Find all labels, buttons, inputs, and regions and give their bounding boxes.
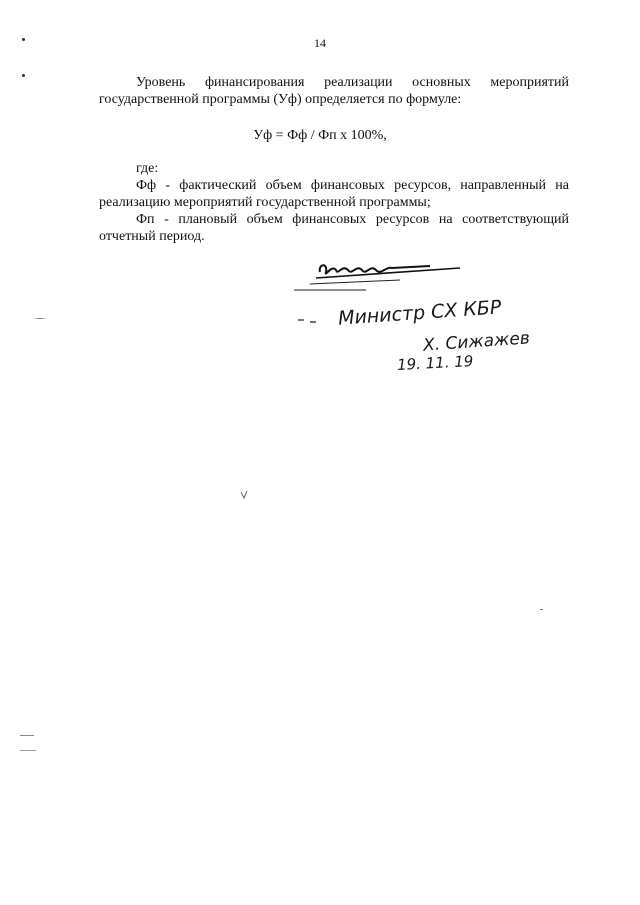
definition-fp: Фп - плановый объем финансовых ресурсов на соответствующий отчетный период. [99,212,569,244]
definition-ff: Фф - фактический объем финансовых ресурсов, направленный на реализацию мероприятий государственной программы; [99,178,569,210]
where-label: где: [136,161,159,176]
definitions-block [99,160,569,245]
formula: Уф = Фф / Фп х 100%, [253,128,387,143]
signature-block [280,250,600,390]
handwritten-note-line1: Министр СХ КБР [337,296,503,330]
scan-dash [540,609,543,610]
scan-dash [20,735,34,736]
page-number: 14 [314,36,326,50]
paragraph-funding-level: Уровень финансирования реализации основных мероприятий государственной программы (Уф) определяется по формуле: [99,75,569,107]
scan-dash [36,318,44,319]
stray-check-mark [240,490,250,500]
handwritten-note-line2: Х. Сижажев [422,328,531,356]
main-paragraph [99,74,569,108]
scan-dash [20,750,36,751]
handwritten-note-line3: 19. 11. 19 [396,352,474,374]
scan-dot [22,74,25,77]
